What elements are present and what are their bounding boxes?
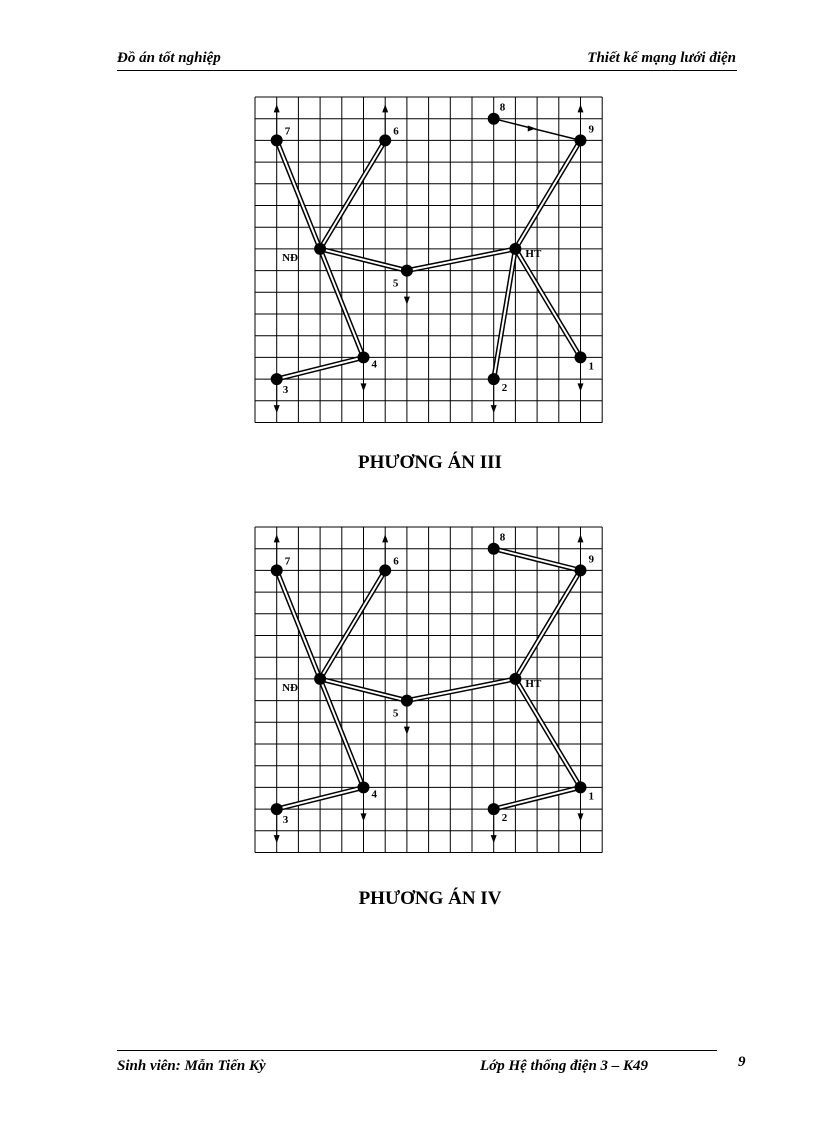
node-label-ND: NĐ	[282, 681, 298, 694]
line-inner-HT-1	[515, 679, 580, 788]
line-inner-ND-6	[320, 570, 385, 679]
node-label-5: 5	[392, 277, 399, 290]
node-label-8: 8	[499, 531, 506, 544]
load-arrow-1	[578, 813, 584, 821]
page-number: 9	[738, 1054, 746, 1070]
load-arrow-3	[274, 405, 280, 413]
node-label-ND: NĐ	[282, 251, 298, 264]
network-diagram-4	[240, 522, 620, 872]
node-3	[271, 373, 283, 385]
node-label-4: 4	[371, 788, 377, 801]
load-arrow-1	[578, 383, 584, 391]
node-label-1: 1	[588, 360, 594, 373]
load-arrow-7	[274, 104, 280, 112]
footer-left: Sinh viên: Mẫn Tiến Kỳ	[117, 1058, 266, 1074]
node-label-3: 3	[282, 384, 289, 397]
node-9	[575, 134, 587, 146]
node-6	[379, 564, 391, 576]
line-inner-HT-9	[515, 140, 580, 249]
node-HT	[509, 243, 521, 255]
node-label-6: 6	[393, 125, 399, 138]
line-inner-ND-6	[320, 140, 385, 249]
node-9	[575, 564, 587, 576]
load-arrow-5	[404, 297, 410, 305]
load-arrow-9	[578, 104, 584, 112]
node-4	[358, 351, 370, 363]
load-arrow-7	[274, 534, 280, 542]
caption-phuong-an-4: PHƯƠNG ÁN IV	[358, 888, 502, 909]
node-label-2: 2	[501, 382, 508, 395]
node-2	[488, 803, 500, 815]
header-left: Đồ án tốt nghiệp	[117, 50, 221, 66]
caption-phuong-an-3: PHƯƠNG ÁN III	[358, 452, 502, 473]
node-label-2: 2	[501, 812, 508, 825]
node-label-9: 9	[588, 553, 594, 566]
node-6	[379, 134, 391, 146]
node-4	[358, 781, 370, 793]
node-label-9: 9	[588, 123, 594, 136]
footer-rule	[117, 1050, 717, 1051]
node-label-6: 6	[393, 555, 399, 568]
load-arrow-6	[382, 534, 388, 542]
node-HT	[509, 673, 521, 685]
arrow-8-9	[528, 125, 536, 131]
node-2	[488, 373, 500, 385]
load-arrow-9	[578, 534, 584, 542]
node-1	[575, 351, 587, 363]
footer-right: Lớp Hệ thống điện 3 – K49	[480, 1058, 649, 1074]
load-arrow-2	[491, 835, 497, 843]
header-rule	[117, 70, 737, 71]
load-arrow-4	[361, 383, 367, 391]
diagram-phuong-an-4	[240, 522, 620, 872]
node-3	[271, 803, 283, 815]
load-arrow-6	[382, 104, 388, 112]
load-arrow-5	[404, 727, 410, 735]
node-8	[488, 113, 500, 125]
node-label-7: 7	[284, 555, 291, 568]
node-label-1: 1	[588, 790, 594, 803]
node-7	[271, 134, 283, 146]
line-inner-5-HT	[407, 249, 516, 271]
node-1	[575, 781, 587, 793]
line-inner-HT-1	[515, 249, 580, 358]
line-inner-HT-9	[515, 570, 580, 679]
line-inner-5-HT	[407, 679, 516, 701]
node-5	[401, 265, 413, 277]
load-arrow-3	[274, 835, 280, 843]
node-label-3: 3	[282, 814, 289, 827]
network-diagram-3	[240, 92, 620, 442]
node-label-HT: HT	[525, 677, 542, 690]
header-right: Thiết kế mạng lưới điện	[587, 50, 736, 66]
node-label-5: 5	[392, 707, 399, 720]
node-ND	[314, 673, 326, 685]
load-arrow-2	[491, 405, 497, 413]
load-arrow-4	[361, 813, 367, 821]
node-8	[488, 543, 500, 555]
node-7	[271, 564, 283, 576]
node-ND	[314, 243, 326, 255]
node-label-4: 4	[371, 358, 377, 371]
node-label-7: 7	[284, 125, 291, 138]
diagram-phuong-an-3	[240, 92, 620, 442]
node-label-8: 8	[499, 101, 506, 114]
node-label-HT: HT	[525, 247, 542, 260]
node-5	[401, 695, 413, 707]
